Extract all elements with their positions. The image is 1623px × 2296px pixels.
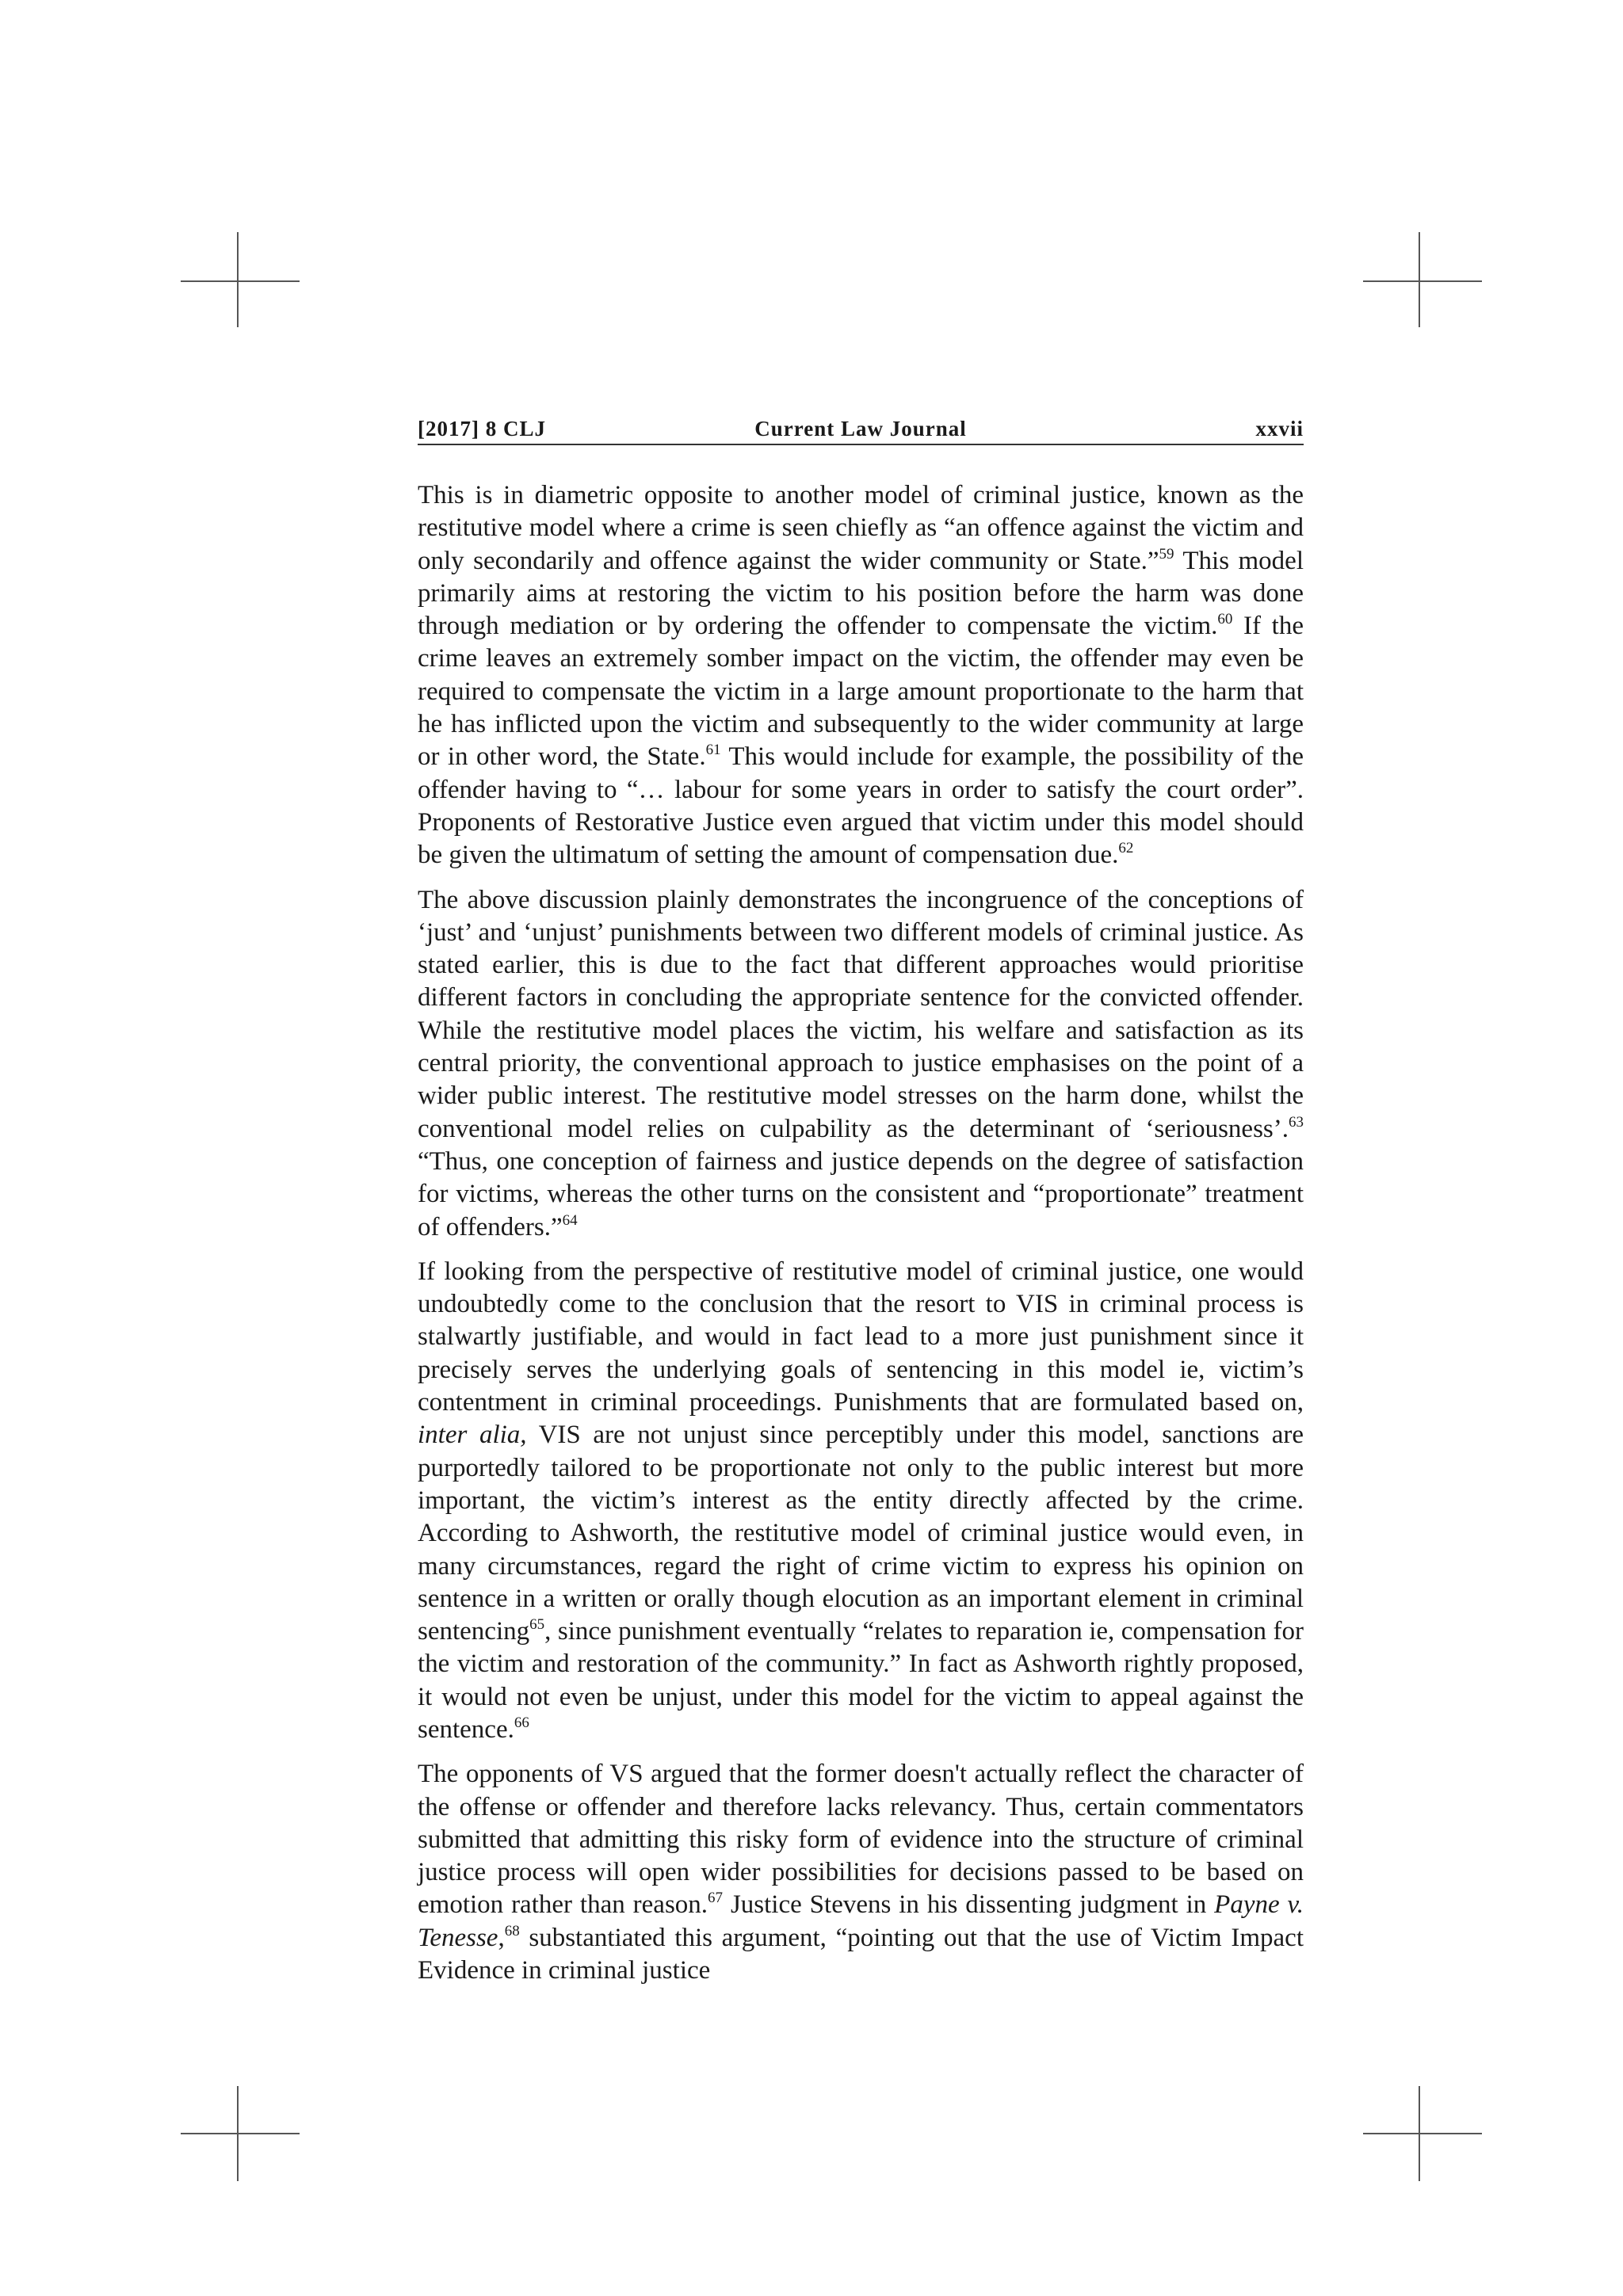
running-header: [418, 415, 1304, 445]
italic-text: Payne v. Tenesse: [418, 1890, 1304, 1952]
footnote-ref: 66: [514, 1714, 529, 1731]
crop-mark-top-right-h: [1363, 280, 1482, 282]
footnote-ref: 60: [1217, 611, 1233, 628]
text-run: This is in diametric opposite to another model of criminal justice, known as the restitutive model where a crime is seen chiefly as “an offence against the victim and only secondarily and offence against the wider community or State.”: [418, 481, 1304, 575]
header-page-number: xxvii: [1255, 417, 1304, 441]
text-run: Justice Stevens in his dissenting judgment in: [723, 1890, 1215, 1920]
paragraph: [418, 479, 1304, 872]
footnote-ref: 68: [504, 1922, 520, 1939]
text-run: This would include for example, the possibility of the offender having to “… labour for some years in order to satisfy the court order”. Proponents of Restorative Justice even argued that victim under this model should be given the ultimatum of setting the amount of compensation due.: [418, 742, 1304, 870]
text-run: The opponents of VS argued that the former doesn't actually reflect the character of the offense or offender and therefore lacks relevancy. Thus, certain commentators submitted that admitting this risky form of evidence into the structure of criminal justice process will open wider possibilities for decisions passed to be based on emotion rather than reason.: [418, 1760, 1304, 1920]
text-run: substantiated this argument, “pointing out that the use of Victim Impact Evidence in criminal justice: [418, 1923, 1304, 1985]
text-run: “Thus, one conception of fairness and justice depends on the degree of satisfaction for victims, whereas the other turns on the consistent and “proportionate” treatment of offenders.”: [418, 1146, 1304, 1241]
text-run: If the crime leaves an extremely somber impact on the victim, the offender may even be required to compensate the victim in a large amount proportionate to the harm that he has inflicted upon the victim and subsequently to the wider community at large or in other word, the State.: [418, 612, 1304, 772]
text-run: The above discussion plainly demonstrates the incongruence of the conceptions of ‘just’ and ‘unjust’ punishments between two different models of criminal justice. As stated earlier, this is due to the fact that different approaches would prioritise different factors in concluding the appropriate sentence for the convicted offender. While the restitutive model places the victim, his welfare and satisfaction as its central priority, the conventional approach to justice emphasises on the point of a wider public interest. The restitutive model stresses on the harm done, whilst the conventional model relies on culpability as the determinant of ‘seriousness’.: [418, 885, 1304, 1143]
paragraph: [418, 884, 1304, 1244]
crop-mark-top-left-v: [237, 232, 239, 327]
footnote-ref: 61: [705, 742, 721, 759]
text-run: This model primarily aims at restoring the victim to his position before the harm was done through mediation or by ordering the offender to compensate the victim.: [418, 546, 1304, 641]
header-citation: [2017] 8 CLJ: [418, 417, 546, 441]
text-run: VIS are not unjust since perceptibly under this model, sanctions are purportedly tailored to be proportionate not only to the public interest but more important, the victim’s interest as the entity directly affected by the crime. According to Ashworth, the restitutive model of criminal justice would even, in many circumstances, regard the right of crime victim to express his opinion on sentence in a written or orally though elocution as an important element in criminal sentencing: [418, 1421, 1304, 1646]
footnote-ref: 64: [562, 1211, 578, 1229]
crop-mark-top-left-h: [181, 280, 300, 282]
text-run: ,: [498, 1923, 505, 1952]
body-text: [418, 479, 1304, 1999]
text-run: If looking from the perspective of restitutive model of criminal justice, one would undoubtedly come to the conclusion that the resort to VIS in criminal process is stalwartly justifiable, and would in fact lead to a more just punishment since it precisely serves the underlying goals of sentencing in this model ie, victim’s contentment in criminal proceedings. Punishments that are formulated based on,: [418, 1257, 1304, 1417]
header-journal-title: Current Law Journal: [754, 417, 967, 441]
italic-text: inter alia,: [418, 1421, 527, 1450]
footnote-ref: 67: [708, 1890, 724, 1907]
footnote-ref: 59: [1159, 545, 1174, 563]
paragraph: [418, 1758, 1304, 1987]
footnote-ref: 63: [1289, 1113, 1304, 1131]
crop-mark-bottom-left-v: [237, 2086, 239, 2181]
paragraph: [418, 1256, 1304, 1746]
crop-mark-bottom-right-v: [1419, 2086, 1420, 2181]
crop-mark-top-right-v: [1419, 232, 1420, 327]
crop-mark-bottom-right-h: [1363, 2133, 1482, 2134]
footnote-ref: 65: [529, 1616, 545, 1634]
footnote-ref: 62: [1118, 840, 1134, 857]
crop-mark-bottom-left-h: [181, 2133, 300, 2134]
text-run: , since punishment eventually “relates to reparation ie, compensation for the victim and restoration of the community.” In fact as Ashworth rightly proposed, it would not even be unjust, under this model for the victim to appeal against the sentence.: [418, 1617, 1304, 1744]
